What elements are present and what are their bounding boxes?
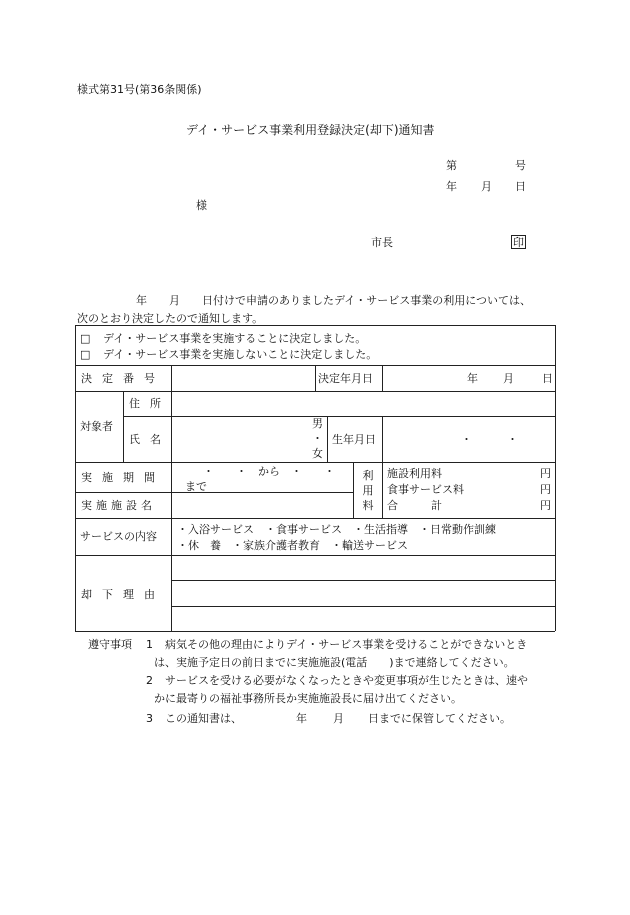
addressee-suffix: 様	[196, 199, 207, 212]
gender-female[interactable]: 女	[312, 447, 323, 460]
date-year: 年	[446, 180, 457, 193]
period-label: 実施期間	[81, 471, 165, 484]
note-3-year: 年	[296, 712, 307, 725]
services-line-1: ・入浴サービス ・食事サービス ・生活指導 ・日常動作訓練	[177, 523, 496, 536]
note-3-month: 月	[333, 712, 344, 725]
fee-label: 利用料	[362, 469, 374, 512]
notes-label: 遵守事項	[88, 638, 132, 651]
checkbox-not-implement[interactable]: □	[80, 348, 91, 361]
notice-table	[75, 325, 555, 631]
note-3-number: 3	[146, 712, 153, 725]
decision-date-day: 日	[542, 372, 553, 385]
note-2-line-a: サービスを受ける必要がなくなったときや変更事項が生じたときは、速や	[165, 674, 528, 687]
fee-meal-unit: 円	[540, 483, 551, 496]
facility-name-label: 実施施設名	[81, 499, 156, 512]
gender-male[interactable]: 男	[312, 417, 323, 430]
subject-label: 対象者	[80, 420, 113, 433]
option-implement-text: デイ・サービス事業を実施することに決定しました。	[103, 332, 367, 345]
fee-total-unit: 円	[540, 499, 551, 512]
birth-date-dot-2: ・	[507, 433, 518, 446]
intro-line-2: 次のとおり決定したので通知します。	[77, 312, 264, 325]
note-3-line-a: この通知書は、	[165, 712, 242, 725]
period-until: まで	[185, 480, 207, 493]
name-label: 氏名	[129, 433, 171, 446]
doc-number-suffix: 号	[515, 159, 526, 172]
decision-date-month: 月	[503, 372, 514, 385]
seal-stamp: 印	[513, 236, 524, 249]
note-1-line-b: は、実施予定日の前日までに実施施設(電話 )まで連絡してください。	[154, 656, 515, 669]
option-not-implement-text: デイ・サービス事業を実施しないことに決定しました。	[103, 348, 378, 361]
gender-separator: ・	[312, 432, 323, 445]
date-month: 月	[481, 180, 492, 193]
fee-facility-label: 施設利用料	[387, 467, 442, 480]
fee-total-label: 合 計	[387, 499, 442, 512]
doc-number-prefix: 第	[446, 159, 457, 172]
issuer-title: 市長	[371, 236, 393, 249]
service-content-label: サービスの内容	[80, 530, 157, 543]
decision-date-label: 決定年月日	[318, 372, 373, 385]
rejection-reason-label: 却下理由	[81, 588, 165, 601]
checkbox-implement[interactable]: □	[80, 332, 91, 345]
birth-date-label: 生年月日	[332, 433, 376, 446]
decision-date-year: 年	[467, 372, 478, 385]
date-day: 日	[515, 180, 526, 193]
note-1-line-a: 病気その他の理由によりデイ・サービス事業を受けることができないとき	[165, 638, 528, 651]
note-1-number: 1	[146, 638, 153, 651]
birth-date-dot-1: ・	[461, 433, 472, 446]
fee-facility-unit: 円	[540, 467, 551, 480]
document-title: デイ・サービス事業利用登録決定(却下)通知書	[186, 123, 435, 137]
period-from: ・ ・ から ・ ・	[203, 465, 335, 478]
note-2-line-b: かに最寄りの福祉事務所長か実施施設長に届け出てください。	[154, 692, 462, 705]
note-3-line-b: 日までに保管してください。	[368, 712, 511, 725]
intro-line-1: 年 月 日付けで申請のありましたデイ・サービス事業の利用については、	[136, 294, 532, 307]
form-number: 様式第31号(第36条関係)	[77, 83, 202, 96]
address-label: 住所	[129, 397, 171, 410]
services-line-2: ・休 養 ・家族介護者教育 ・輸送サービス	[177, 539, 408, 552]
fee-meal-label: 食事サービス料	[387, 483, 464, 496]
note-2-number: 2	[146, 674, 153, 687]
decision-number-label: 決定番号	[81, 372, 165, 385]
